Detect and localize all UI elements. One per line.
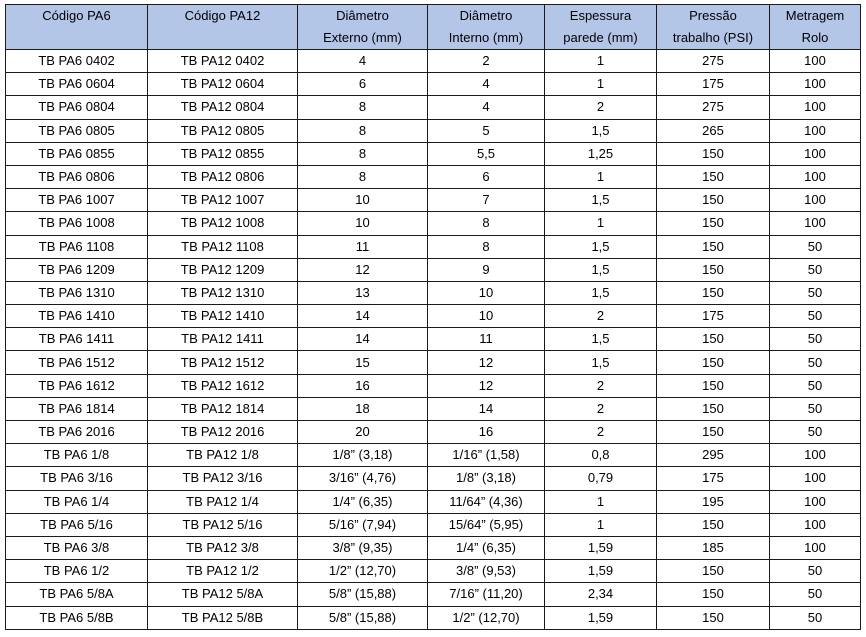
cell-metragem: 100 (770, 513, 861, 536)
cell-espessura: 1,25 (545, 142, 657, 165)
table-row (6, 96, 861, 119)
cell-metragem: 100 (770, 212, 861, 235)
header-line: Diâmetro (459, 8, 513, 23)
table-row (6, 212, 861, 235)
cell-pressao: 150 (657, 606, 770, 629)
cell-diametro-interno: 1/4” (6,35) (428, 536, 545, 559)
cell-metragem: 100 (770, 142, 861, 165)
cell-metragem: 100 (770, 444, 861, 467)
header-diametro-interno (428, 5, 545, 50)
cell-codigo-pa6: TB PA6 0604 (6, 73, 148, 96)
table-row (6, 560, 861, 583)
cell-diametro-externo: 3/16” (4,76) (298, 467, 428, 490)
cell-codigo-pa12: TB PA12 5/8B (148, 606, 298, 629)
cell-diametro-externo: 10 (298, 189, 428, 212)
cell-diametro-interno: 14 (428, 397, 545, 420)
cell-metragem: 50 (770, 421, 861, 444)
cell-espessura: 1 (545, 212, 657, 235)
cell-metragem: 100 (770, 490, 861, 513)
cell-diametro-interno: 12 (428, 374, 545, 397)
cell-diametro-externo: 14 (298, 305, 428, 328)
cell-pressao: 150 (657, 235, 770, 258)
cell-diametro-externo: 12 (298, 258, 428, 281)
cell-codigo-pa6: TB PA6 2016 (6, 421, 148, 444)
cell-diametro-externo: 10 (298, 212, 428, 235)
cell-diametro-externo: 6 (298, 73, 428, 96)
cell-diametro-externo: 8 (298, 119, 428, 142)
cell-pressao: 275 (657, 50, 770, 73)
header-line: parede (mm) (563, 30, 638, 45)
table-row (6, 490, 861, 513)
cell-espessura: 1,59 (545, 560, 657, 583)
cell-espessura: 1 (545, 513, 657, 536)
cell-metragem: 50 (770, 374, 861, 397)
cell-codigo-pa6: TB PA6 3/16 (6, 467, 148, 490)
cell-codigo-pa12: TB PA12 5/8A (148, 583, 298, 606)
cell-pressao: 150 (657, 374, 770, 397)
cell-pressao: 150 (657, 142, 770, 165)
cell-pressao: 150 (657, 351, 770, 374)
cell-diametro-interno: 8 (428, 235, 545, 258)
cell-codigo-pa12: TB PA12 1007 (148, 189, 298, 212)
table-row (6, 467, 861, 490)
table-row (6, 351, 861, 374)
cell-codigo-pa12: TB PA12 0805 (148, 119, 298, 142)
cell-pressao: 185 (657, 536, 770, 559)
cell-codigo-pa12: TB PA12 1209 (148, 258, 298, 281)
table-row (6, 397, 861, 420)
cell-codigo-pa6: TB PA6 0855 (6, 142, 148, 165)
header-row (6, 5, 861, 50)
cell-diametro-interno: 10 (428, 281, 545, 304)
table-row (6, 536, 861, 559)
table-row (6, 513, 861, 536)
table-row (6, 305, 861, 328)
cell-diametro-externo: 5/16” (7,94) (298, 513, 428, 536)
table-header (6, 5, 861, 50)
cell-espessura: 1,5 (545, 119, 657, 142)
cell-metragem: 50 (770, 328, 861, 351)
cell-codigo-pa12: TB PA12 0804 (148, 96, 298, 119)
table-row (6, 281, 861, 304)
cell-diametro-externo: 5/8” (15,88) (298, 583, 428, 606)
cell-codigo-pa12: TB PA12 1814 (148, 397, 298, 420)
cell-pressao: 150 (657, 281, 770, 304)
cell-codigo-pa12: TB PA12 2016 (148, 421, 298, 444)
cell-diametro-externo: 8 (298, 142, 428, 165)
header-line: Metragem (785, 8, 845, 23)
cell-codigo-pa12: TB PA12 1310 (148, 281, 298, 304)
cell-diametro-interno: 8 (428, 212, 545, 235)
cell-diametro-interno: 6 (428, 165, 545, 188)
cell-diametro-interno: 7 (428, 189, 545, 212)
cell-diametro-externo: 3/8” (9,35) (298, 536, 428, 559)
cell-espessura: 1,59 (545, 606, 657, 629)
cell-diametro-interno: 9 (428, 258, 545, 281)
table-row (6, 165, 861, 188)
cell-codigo-pa6: TB PA6 5/8A (6, 583, 148, 606)
cell-pressao: 150 (657, 583, 770, 606)
cell-metragem: 50 (770, 560, 861, 583)
header-line: Diâmetro (336, 8, 389, 23)
cell-metragem: 50 (770, 258, 861, 281)
cell-espessura: 2 (545, 374, 657, 397)
cell-codigo-pa12: TB PA12 1008 (148, 212, 298, 235)
cell-espessura: 1,5 (545, 235, 657, 258)
table-row (6, 583, 861, 606)
cell-diametro-externo: 18 (298, 397, 428, 420)
cell-diametro-externo: 13 (298, 281, 428, 304)
header-espessura-parede (545, 5, 657, 50)
cell-diametro-externo: 8 (298, 96, 428, 119)
header-line: Rolo (801, 30, 829, 45)
cell-diametro-interno: 11 (428, 328, 545, 351)
cell-espessura: 1 (545, 490, 657, 513)
cell-pressao: 175 (657, 305, 770, 328)
table-row (6, 606, 861, 629)
cell-pressao: 150 (657, 328, 770, 351)
cell-codigo-pa6: TB PA6 1/8 (6, 444, 148, 467)
cell-metragem: 50 (770, 606, 861, 629)
cell-metragem: 100 (770, 467, 861, 490)
cell-espessura: 1,59 (545, 536, 657, 559)
cell-metragem: 50 (770, 397, 861, 420)
cell-codigo-pa12: TB PA12 1411 (148, 328, 298, 351)
cell-pressao: 150 (657, 560, 770, 583)
cell-diametro-interno: 15/64” (5,95) (428, 513, 545, 536)
cell-pressao: 275 (657, 96, 770, 119)
table-row (6, 258, 861, 281)
cell-codigo-pa6: TB PA6 1007 (6, 189, 148, 212)
cell-diametro-interno: 4 (428, 73, 545, 96)
cell-pressao: 150 (657, 513, 770, 536)
cell-codigo-pa6: TB PA6 1411 (6, 328, 148, 351)
cell-espessura: 2 (545, 397, 657, 420)
table-row (6, 119, 861, 142)
cell-metragem: 100 (770, 96, 861, 119)
cell-codigo-pa12: TB PA12 1/8 (148, 444, 298, 467)
cell-pressao: 150 (657, 212, 770, 235)
cell-espessura: 1,5 (545, 258, 657, 281)
cell-pressao: 150 (657, 421, 770, 444)
cell-metragem: 100 (770, 50, 861, 73)
cell-diametro-interno: 16 (428, 421, 545, 444)
header-line: Código PA12 (184, 8, 261, 23)
cell-pressao: 150 (657, 397, 770, 420)
cell-diametro-interno: 1/16” (1,58) (428, 444, 545, 467)
cell-pressao: 150 (657, 165, 770, 188)
cell-codigo-pa12: TB PA12 0402 (148, 50, 298, 73)
header-codigo-pa12 (148, 5, 298, 50)
cell-diametro-interno: 1/2” (12,70) (428, 606, 545, 629)
cell-metragem: 50 (770, 351, 861, 374)
cell-codigo-pa6: TB PA6 0804 (6, 96, 148, 119)
table-row (6, 50, 861, 73)
header-line: Espessura (569, 8, 632, 23)
header-line: Interno (mm) (448, 30, 524, 45)
cell-espessura: 1 (545, 165, 657, 188)
cell-codigo-pa12: TB PA12 1410 (148, 305, 298, 328)
cell-codigo-pa6: TB PA6 0806 (6, 165, 148, 188)
cell-codigo-pa6: TB PA6 1/2 (6, 560, 148, 583)
cell-codigo-pa12: TB PA12 1612 (148, 374, 298, 397)
cell-pressao: 295 (657, 444, 770, 467)
cell-espessura: 2 (545, 96, 657, 119)
cell-metragem: 50 (770, 281, 861, 304)
cell-pressao: 175 (657, 467, 770, 490)
cell-codigo-pa12: TB PA12 3/8 (148, 536, 298, 559)
cell-diametro-interno: 4 (428, 96, 545, 119)
cell-diametro-externo: 1/4” (6,35) (298, 490, 428, 513)
cell-pressao: 150 (657, 189, 770, 212)
cell-espessura: 0,79 (545, 467, 657, 490)
cell-diametro-externo: 5/8” (15,88) (298, 606, 428, 629)
cell-diametro-interno: 7/16” (11,20) (428, 583, 545, 606)
cell-codigo-pa6: TB PA6 1814 (6, 397, 148, 420)
header-pressao-trabalho (657, 5, 770, 50)
cell-metragem: 100 (770, 119, 861, 142)
cell-codigo-pa12: TB PA12 1/2 (148, 560, 298, 583)
cell-diametro-externo: 1/8” (3,18) (298, 444, 428, 467)
cell-codigo-pa6: TB PA6 1310 (6, 281, 148, 304)
table-row (6, 189, 861, 212)
cell-diametro-externo: 16 (298, 374, 428, 397)
cell-espessura: 2,34 (545, 583, 657, 606)
cell-espessura: 1,5 (545, 351, 657, 374)
cell-codigo-pa6: TB PA6 1512 (6, 351, 148, 374)
cell-espessura: 2 (545, 305, 657, 328)
cell-diametro-externo: 11 (298, 235, 428, 258)
cell-codigo-pa6: TB PA6 1410 (6, 305, 148, 328)
table-row (6, 235, 861, 258)
cell-metragem: 50 (770, 235, 861, 258)
header-line: trabalho (PSI) (672, 30, 754, 45)
header-line: Código PA6 (42, 8, 111, 23)
cell-espessura: 1,5 (545, 281, 657, 304)
cell-diametro-interno: 5,5 (428, 142, 545, 165)
cell-codigo-pa6: TB PA6 0805 (6, 119, 148, 142)
cell-espessura: 1 (545, 73, 657, 96)
table-row (6, 328, 861, 351)
cell-codigo-pa12: TB PA12 1512 (148, 351, 298, 374)
cell-espessura: 1,5 (545, 328, 657, 351)
header-line: Externo (mm) (323, 30, 402, 45)
table-row (6, 142, 861, 165)
cell-codigo-pa12: TB PA12 1108 (148, 235, 298, 258)
cell-pressao: 150 (657, 258, 770, 281)
cell-diametro-externo: 15 (298, 351, 428, 374)
cell-diametro-interno: 11/64” (4,36) (428, 490, 545, 513)
table-body (6, 50, 861, 630)
cell-diametro-interno: 12 (428, 351, 545, 374)
cell-codigo-pa12: TB PA12 0855 (148, 142, 298, 165)
cell-codigo-pa6: TB PA6 1008 (6, 212, 148, 235)
cell-diametro-interno: 2 (428, 50, 545, 73)
tube-spec-table (5, 4, 861, 630)
cell-diametro-externo: 14 (298, 328, 428, 351)
cell-codigo-pa12: TB PA12 0604 (148, 73, 298, 96)
cell-metragem: 50 (770, 583, 861, 606)
cell-pressao: 195 (657, 490, 770, 513)
header-diametro-externo (298, 5, 428, 50)
cell-diametro-externo: 4 (298, 50, 428, 73)
cell-codigo-pa6: TB PA6 5/16 (6, 513, 148, 536)
cell-metragem: 100 (770, 189, 861, 212)
table-row (6, 421, 861, 444)
cell-codigo-pa6: TB PA6 1/4 (6, 490, 148, 513)
cell-diametro-externo: 20 (298, 421, 428, 444)
header-codigo-pa6 (6, 5, 148, 50)
cell-metragem: 100 (770, 73, 861, 96)
cell-espessura: 2 (545, 421, 657, 444)
cell-espessura: 0,8 (545, 444, 657, 467)
cell-pressao: 265 (657, 119, 770, 142)
cell-codigo-pa12: TB PA12 0806 (148, 165, 298, 188)
cell-codigo-pa6: TB PA6 0402 (6, 50, 148, 73)
cell-codigo-pa6: TB PA6 5/8B (6, 606, 148, 629)
cell-pressao: 175 (657, 73, 770, 96)
cell-codigo-pa12: TB PA12 3/16 (148, 467, 298, 490)
table-row (6, 444, 861, 467)
cell-espessura: 1,5 (545, 189, 657, 212)
table-row (6, 73, 861, 96)
cell-codigo-pa12: TB PA12 5/16 (148, 513, 298, 536)
cell-diametro-interno: 3/8” (9,53) (428, 560, 545, 583)
cell-diametro-interno: 5 (428, 119, 545, 142)
cell-metragem: 50 (770, 305, 861, 328)
cell-codigo-pa6: TB PA6 3/8 (6, 536, 148, 559)
cell-codigo-pa12: TB PA12 1/4 (148, 490, 298, 513)
header-metragem-rolo (770, 5, 861, 50)
cell-espessura: 1 (545, 50, 657, 73)
table-row (6, 374, 861, 397)
cell-metragem: 100 (770, 536, 861, 559)
cell-codigo-pa6: TB PA6 1209 (6, 258, 148, 281)
cell-diametro-interno: 1/8” (3,18) (428, 467, 545, 490)
cell-metragem: 100 (770, 165, 861, 188)
cell-diametro-externo: 8 (298, 165, 428, 188)
cell-codigo-pa6: TB PA6 1612 (6, 374, 148, 397)
cell-diametro-interno: 10 (428, 305, 545, 328)
cell-diametro-externo: 1/2” (12,70) (298, 560, 428, 583)
header-line: Pressão (689, 8, 737, 23)
cell-codigo-pa6: TB PA6 1108 (6, 235, 148, 258)
